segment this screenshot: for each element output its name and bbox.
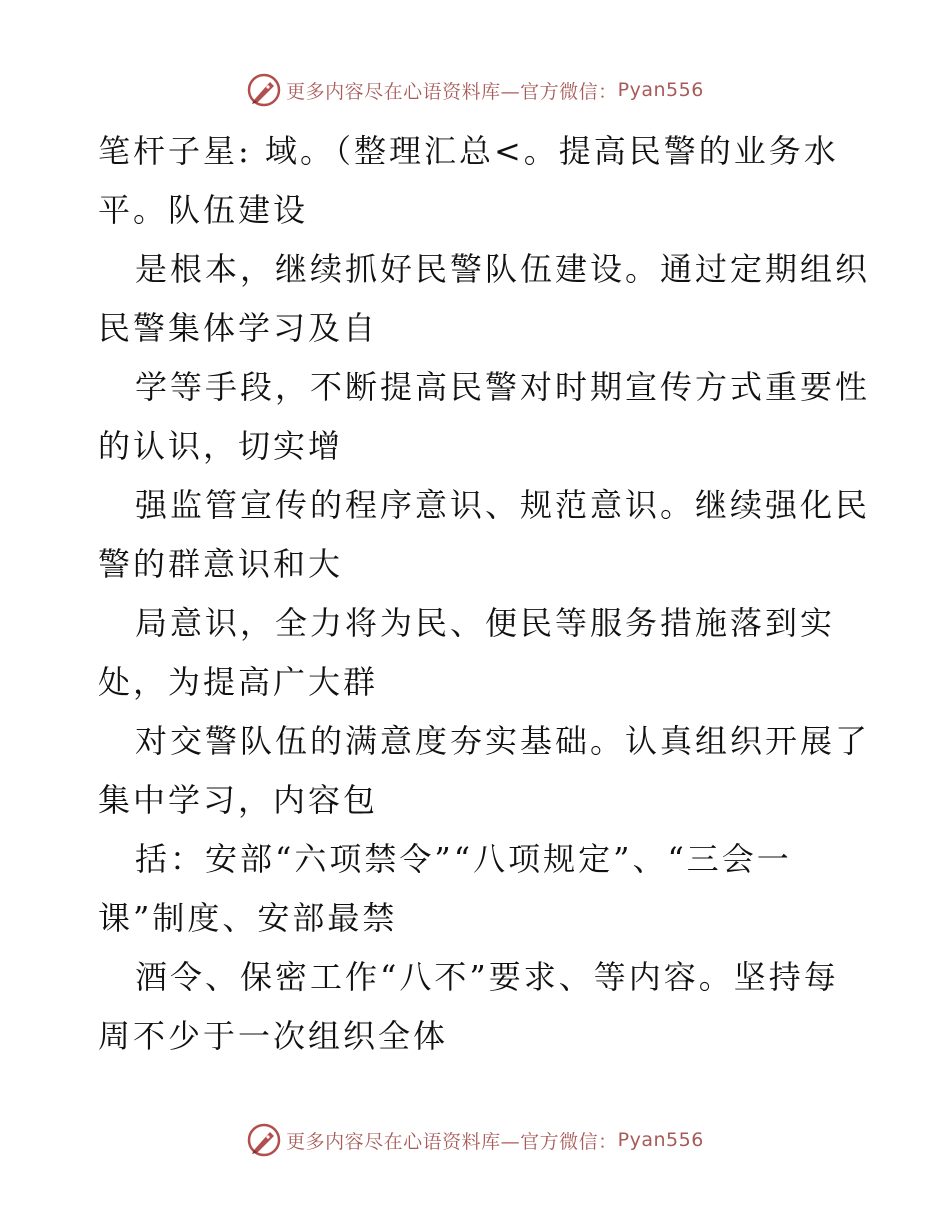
text-line: 笔杆子星: 域。（整理汇总<。提高民警的业务水 [98,132,839,170]
text-line: 周不少于一次组织全体 [98,1017,449,1055]
text-line: 的认识，切实增 [98,427,344,465]
footer-banner-wechat-id: Pyan556 [617,1129,704,1151]
footer-banner-text: 更多内容尽在心语资料库—官方微信： [286,1130,618,1153]
text-line: 平。队伍建设 [98,191,309,229]
text-line: 是根本，继续抓好民警队伍建设。通过定期组织 [135,250,871,288]
text-line: 学等手段，不断提高民警对时期宣传方式重要性 [135,368,871,406]
footer-watermark-banner [0,1120,950,1160]
text-line: 局意识，全力将为民、便民等服务措施落到实 [135,604,836,642]
text-line: 括：安部“六项禁令”“八项规定”、“三会一 [135,840,792,878]
text-line: 课”制度、安部最禁 [98,899,398,937]
header-banner-wechat-id: Pyan556 [617,79,704,101]
text-line: 酒令、保密工作“八不”要求、等内容。坚持每 [135,958,839,996]
text-line: 集中学习，内容包 [98,781,379,819]
header-watermark-banner [0,70,950,110]
text-line: 强监管宣传的程序意识、规范意识。继续强化民 [135,486,871,524]
text-line: 警的群意识和大 [98,545,344,583]
text-line: 对交警队伍的满意度夯实基础。认真组织开展了 [135,722,871,760]
text-line: 民警集体学习及自 [98,309,379,347]
text-line: 处，为提高广大群 [98,663,379,701]
document-body [98,122,871,1066]
pen-logo-icon [246,1122,282,1158]
header-banner-text: 更多内容尽在心语资料库—官方微信： [286,80,618,103]
pen-logo-icon [246,72,282,108]
